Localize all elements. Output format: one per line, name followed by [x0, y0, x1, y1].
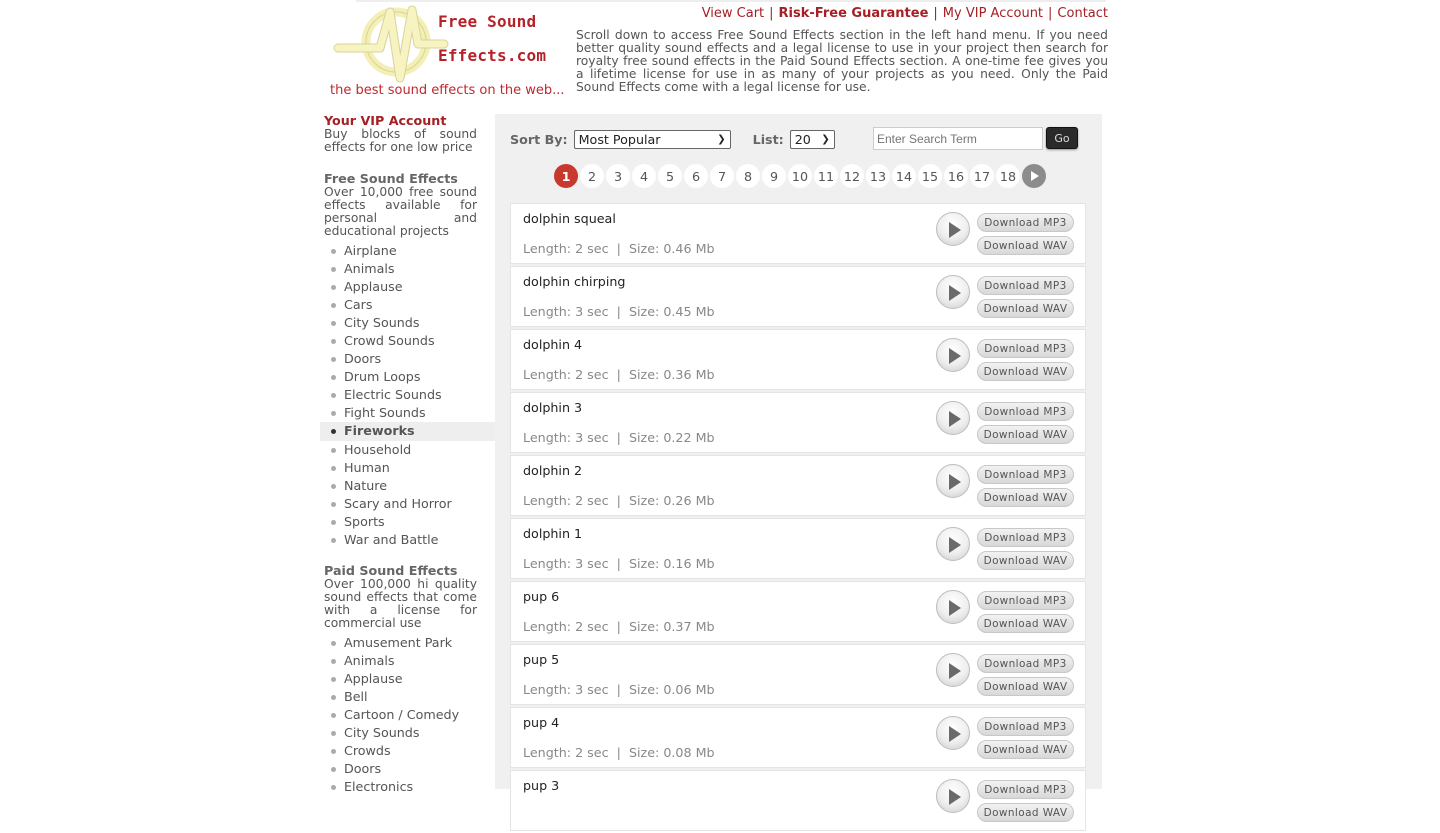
sound-meta: Length: 3 sec | Size: 0.06 Mb — [523, 682, 715, 697]
paid-sound-effects-heading: Paid Sound Effects — [324, 563, 458, 578]
sort-by-select[interactable] — [574, 130, 731, 149]
play-button[interactable] — [936, 716, 970, 750]
pagination — [554, 164, 1046, 188]
play-icon — [949, 285, 961, 301]
sort-controls — [510, 128, 835, 150]
sound-row — [510, 203, 1086, 264]
paid-category-electronics[interactable]: Electronics — [320, 778, 495, 796]
view-cart-link[interactable]: View Cart — [701, 6, 765, 21]
free-sound-effects-desc: Over 10,000 free sound effects available for personal and educational projects — [324, 185, 477, 238]
free-category-scary-and-horror[interactable]: Scary and Horror — [320, 495, 495, 513]
download-wav-button[interactable]: Download WAV — [977, 551, 1074, 570]
page-12[interactable]: 12 — [840, 164, 864, 188]
list-count-select[interactable] — [790, 130, 835, 149]
results-panel — [495, 114, 1102, 819]
logo-title-line1: Free Sound — [438, 12, 537, 31]
nav-separator: | — [769, 6, 774, 21]
sound-row — [510, 644, 1086, 705]
sound-row — [510, 518, 1086, 579]
page-10[interactable]: 10 — [788, 164, 812, 188]
free-category-animals[interactable]: Animals — [320, 260, 495, 278]
play-icon — [949, 411, 961, 427]
top-nav — [702, 6, 1108, 21]
page-15[interactable]: 15 — [918, 164, 942, 188]
play-icon — [949, 537, 961, 553]
sound-title[interactable]: pup 4 — [523, 715, 560, 730]
play-button[interactable] — [936, 590, 970, 624]
sound-row — [510, 770, 1086, 831]
go-button[interactable]: Go — [1046, 127, 1078, 149]
sound-title[interactable]: dolphin 3 — [523, 400, 583, 415]
paid-categories-list — [320, 634, 495, 796]
sort-by-label: Sort By: — [510, 131, 568, 147]
waveform-logo-icon — [334, 4, 446, 84]
download-wav-button[interactable]: Download WAV — [977, 740, 1074, 759]
free-category-fireworks[interactable]: Fireworks — [320, 422, 495, 441]
logo-title-line2: Effects.com — [438, 46, 547, 65]
contact-link[interactable]: Contact — [1057, 6, 1108, 21]
download-mp3-button[interactable]: Download MP3 — [977, 780, 1074, 799]
list-label: List: — [752, 131, 784, 147]
search-input[interactable] — [873, 127, 1043, 150]
play-button[interactable] — [936, 527, 970, 561]
sound-title[interactable]: pup 6 — [523, 589, 560, 604]
paid-category-cartoon-comedy[interactable]: Cartoon / Comedy — [320, 706, 495, 724]
page-11[interactable]: 11 — [814, 164, 838, 188]
nav-separator: | — [933, 6, 938, 21]
play-button[interactable] — [936, 779, 970, 813]
risk-free-guarantee-link[interactable]: Risk-Free Guarantee — [778, 6, 929, 21]
page-6[interactable]: 6 — [684, 164, 708, 188]
play-icon — [949, 600, 961, 616]
free-category-sports[interactable]: Sports — [320, 513, 495, 531]
download-wav-button[interactable]: Download WAV — [977, 425, 1074, 444]
chevron-down-icon: ❯ — [717, 133, 726, 145]
paid-category-crowds[interactable]: Crowds — [320, 742, 495, 760]
free-category-human[interactable]: Human — [320, 459, 495, 477]
tagline: the best sound effects on the web... — [330, 83, 565, 98]
my-vip-account-link[interactable]: My VIP Account — [942, 6, 1044, 21]
free-category-nature[interactable]: Nature — [320, 477, 495, 495]
free-category-household[interactable]: Household — [320, 441, 495, 459]
page-1[interactable]: 1 — [554, 164, 578, 188]
sound-meta: Length: 2 sec | Size: 0.26 Mb — [523, 493, 715, 508]
paid-category-amusement-park[interactable]: Amusement Park — [320, 634, 495, 652]
top-strip — [356, 0, 1106, 2]
free-category-electric-sounds[interactable]: Electric Sounds — [320, 386, 495, 404]
play-button[interactable] — [936, 212, 970, 246]
vip-account-desc: Buy blocks of sound effects for one low price — [324, 127, 477, 154]
download-mp3-button[interactable]: Download MP3 — [977, 339, 1074, 358]
sound-meta: Length: 2 sec | Size: 0.46 Mb — [523, 241, 715, 256]
download-wav-button[interactable]: Download WAV — [977, 299, 1074, 318]
page-13[interactable]: 13 — [866, 164, 890, 188]
free-category-war-and-battle[interactable]: War and Battle — [320, 531, 495, 549]
sound-row — [510, 581, 1086, 642]
sound-meta: Length: 3 sec | Size: 0.45 Mb — [523, 304, 715, 319]
sound-meta: Length: 2 sec | Size: 0.08 Mb — [523, 745, 715, 760]
sound-title[interactable]: dolphin chirping — [523, 274, 626, 289]
sound-list — [510, 203, 1086, 833]
download-wav-button[interactable]: Download WAV — [977, 614, 1074, 633]
sound-title[interactable]: dolphin 2 — [523, 463, 583, 478]
page-2[interactable]: 2 — [580, 164, 604, 188]
play-icon — [949, 222, 961, 238]
page-17[interactable]: 17 — [970, 164, 994, 188]
sound-row — [510, 266, 1086, 327]
free-sound-effects-heading: Free Sound Effects — [324, 171, 458, 186]
play-icon — [949, 348, 961, 364]
list-count-value: 20 — [794, 131, 811, 147]
play-icon — [949, 474, 961, 490]
sidebar — [320, 113, 495, 796]
sound-title[interactable]: dolphin 1 — [523, 526, 583, 541]
page-8[interactable]: 8 — [736, 164, 760, 188]
play-button[interactable] — [936, 275, 970, 309]
sound-meta: Length: 2 sec | Size: 0.37 Mb — [523, 619, 715, 634]
sound-row — [510, 707, 1086, 768]
intro-text: Scroll down to access Free Sound Effects section in the left hand menu. If you need better quality sound effects and a legal license to use in your project then search for royalty free sound effects in the Paid Sound Effects section. A one-time fee gives you a lifetime license for use in as many of your projects as you need. Only the Paid Sound Effects come with a legal license for use. — [576, 28, 1108, 94]
paid-category-animals[interactable]: Animals — [320, 652, 495, 670]
free-category-airplane[interactable]: Airplane — [320, 242, 495, 260]
chevron-down-icon: ❯ — [821, 133, 830, 145]
download-mp3-button[interactable]: Download MP3 — [977, 402, 1074, 421]
sound-row — [510, 455, 1086, 516]
download-mp3-button[interactable]: Download MP3 — [977, 717, 1074, 736]
free-category-fight-sounds[interactable]: Fight Sounds — [320, 404, 495, 422]
sound-title[interactable]: pup 3 — [523, 778, 560, 793]
paid-sound-effects-desc: Over 100,000 hi quality sound effects that come with a license for commercial use — [324, 577, 477, 630]
free-category-city-sounds[interactable]: City Sounds — [320, 314, 495, 332]
play-button[interactable] — [936, 401, 970, 435]
download-mp3-button[interactable]: Download MP3 — [977, 591, 1074, 610]
download-mp3-button[interactable]: Download MP3 — [977, 465, 1074, 484]
play-icon — [949, 663, 961, 679]
page-18[interactable]: 18 — [996, 164, 1020, 188]
paid-category-bell[interactable]: Bell — [320, 688, 495, 706]
free-category-cars[interactable]: Cars — [320, 296, 495, 314]
paid-category-doors[interactable]: Doors — [320, 760, 495, 778]
sound-row — [510, 392, 1086, 453]
free-category-doors[interactable]: Doors — [320, 350, 495, 368]
download-wav-button[interactable]: Download WAV — [977, 803, 1074, 822]
download-wav-button[interactable]: Download WAV — [977, 677, 1074, 696]
free-category-drum-loops[interactable]: Drum Loops — [320, 368, 495, 386]
vip-account-heading[interactable]: Your VIP Account — [324, 113, 447, 128]
page-5[interactable]: 5 — [658, 164, 682, 188]
free-category-applause[interactable]: Applause — [320, 278, 495, 296]
page-14[interactable]: 14 — [892, 164, 916, 188]
play-next-icon — [1031, 171, 1039, 181]
page-16[interactable]: 16 — [944, 164, 968, 188]
sound-meta: Length: 3 sec | Size: 0.16 Mb — [523, 556, 715, 571]
sound-title[interactable]: pup 5 — [523, 652, 560, 667]
sort-by-value: Most Popular — [578, 131, 661, 147]
page-4[interactable]: 4 — [632, 164, 656, 188]
play-button[interactable] — [936, 653, 970, 687]
sound-title[interactable]: dolphin squeal — [523, 211, 616, 226]
sound-title[interactable]: dolphin 4 — [523, 337, 583, 352]
nav-separator: | — [1048, 6, 1053, 21]
download-mp3-button[interactable]: Download MP3 — [977, 528, 1074, 547]
play-icon — [949, 789, 961, 805]
paid-category-applause[interactable]: Applause — [320, 670, 495, 688]
download-wav-button[interactable]: Download WAV — [977, 362, 1074, 381]
site-logo[interactable] — [330, 4, 570, 104]
page-3[interactable]: 3 — [606, 164, 630, 188]
download-mp3-button[interactable]: Download MP3 — [977, 213, 1074, 232]
sound-meta: Length: 2 sec | Size: 0.36 Mb — [523, 367, 715, 382]
free-category-crowd-sounds[interactable]: Crowd Sounds — [320, 332, 495, 350]
play-icon — [949, 726, 961, 742]
page-7[interactable]: 7 — [710, 164, 734, 188]
sound-meta: Length: 3 sec | Size: 0.22 Mb — [523, 430, 715, 445]
page-9[interactable]: 9 — [762, 164, 786, 188]
sound-row — [510, 329, 1086, 390]
play-button[interactable] — [936, 338, 970, 372]
download-wav-button[interactable]: Download WAV — [977, 488, 1074, 507]
paid-category-city-sounds[interactable]: City Sounds — [320, 724, 495, 742]
download-mp3-button[interactable]: Download MP3 — [977, 276, 1074, 295]
download-mp3-button[interactable]: Download MP3 — [977, 654, 1074, 673]
play-button[interactable] — [936, 464, 970, 498]
free-categories-list — [320, 242, 495, 549]
download-wav-button[interactable]: Download WAV — [977, 236, 1074, 255]
next-page-button[interactable] — [1022, 164, 1046, 188]
